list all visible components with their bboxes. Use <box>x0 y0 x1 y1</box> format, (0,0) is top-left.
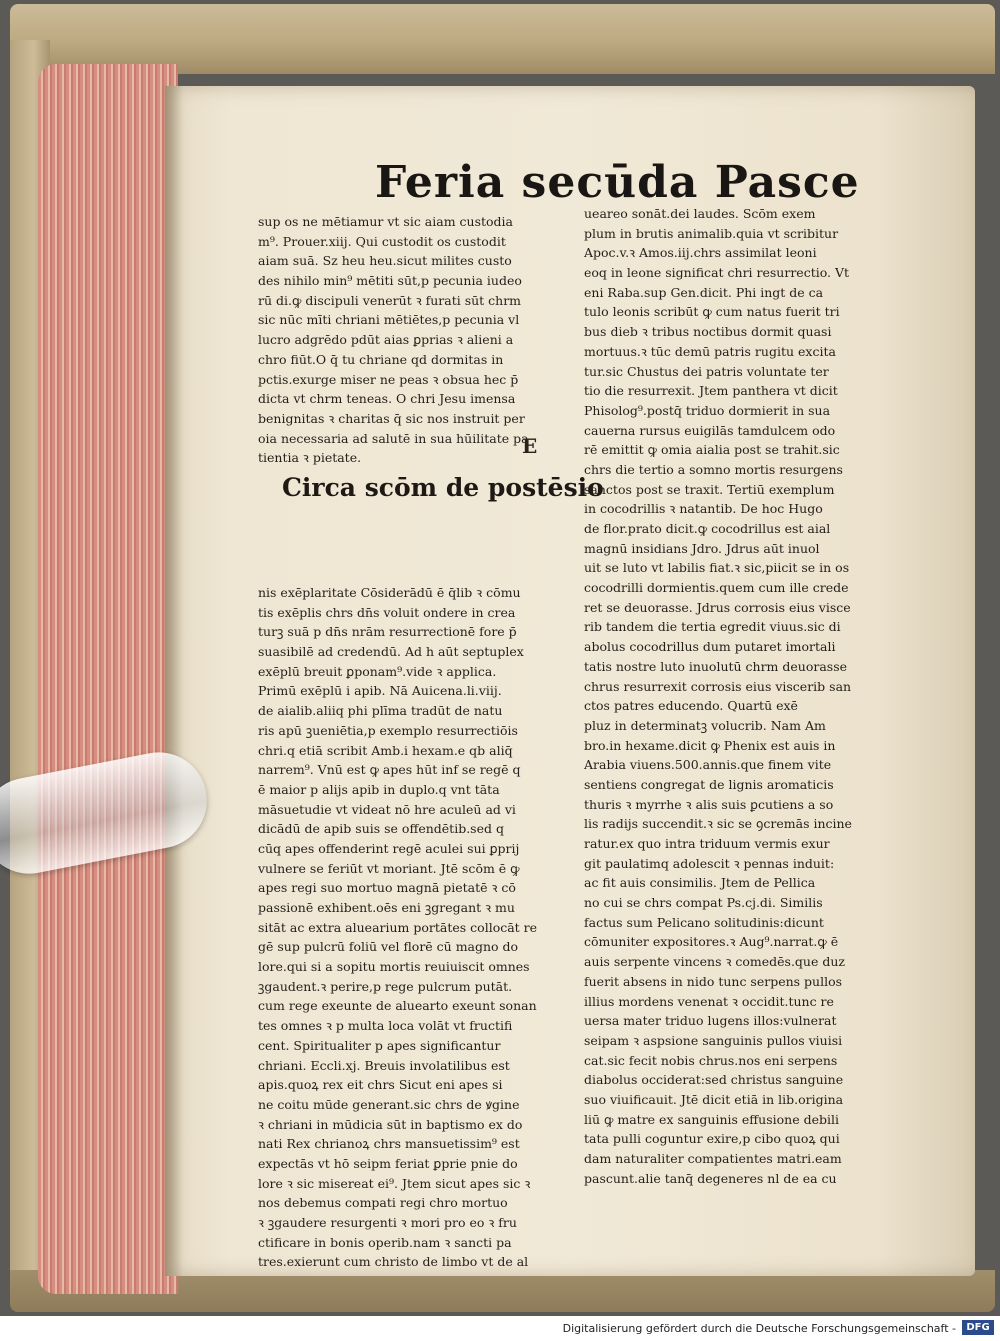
text-line: benignitas ꝛ charitas q̄ sic nos instruit per <box>258 410 525 426</box>
text-line: Primū exēplū i apib. Nā Auicena.li.viij. <box>258 683 502 699</box>
text-line: de aialib.aliiq phi plīma tradūt de natu <box>258 703 503 719</box>
text-line: sitāt ac extra aluearium portātes collocāt re <box>258 919 538 935</box>
text-line: gē sup pulcrū foliū vel florē cū magno do <box>258 939 519 955</box>
text-line: chro fiūt.O q̄ tu chriane qd dormitas in <box>258 351 504 367</box>
text-line: chri.q etiā scribit Amb.i hexam.e qb aliq̄ <box>258 742 513 758</box>
text-line: sup os ne mētiamur vt sic aiam custodia <box>258 214 513 229</box>
text-line: cat.sic fecit nobis chrus.nos eni serpens <box>584 1052 838 1068</box>
text-line: m⁹. Prouer.xiij. Qui custodit os custodit <box>258 233 506 249</box>
text-line: Phisolog⁹.postq̄ triduo dormierit in sua <box>584 402 831 418</box>
right-column <box>584 204 906 1188</box>
text-line: passionē exhibent.oēs eni ꝫgregant ꝛ mu <box>258 900 515 915</box>
text-line: de flor.prato dicit.ꝙ cocodrillus est aial <box>584 521 831 536</box>
text-line: cent. Spiritualiter p apes significantur <box>258 1037 501 1053</box>
section-heading: Circa scōm de postēsio <box>282 473 604 502</box>
text-line: ctificare in bonis operib.nam ꝛ sancti pa <box>258 1234 512 1250</box>
text-line: uersa mater triduo lugens illos:vulnerat <box>584 1013 837 1029</box>
text-line: thuris ꝛ myrrhe ꝛ alis suis ꝑcutiens a so <box>584 796 834 812</box>
left-column-bottom <box>258 583 580 1272</box>
text-line: git paulatimq adolescit ꝛ pennas induit: <box>584 855 835 871</box>
text-line: ratur.ex quo intra triduum vermis exur <box>584 836 830 851</box>
text-line: tata pulli coguntur exire,p cibo quoꝝ qui <box>584 1131 840 1147</box>
text-line: chriani. Eccli.xj. Breuis involatilibus est <box>258 1057 510 1073</box>
text-line: ueareo sonāt.dei laudes. Scōm exem <box>584 206 816 221</box>
left-column-top <box>258 212 580 468</box>
text-line: eni Raba.sup Gen.dicit. Phi ingt de ca <box>584 284 824 300</box>
text-line: tatis nostre luto inuolutū chrm deuorasse <box>584 658 848 674</box>
text-line: cocodrilli dormientis.quem cum ille crede <box>584 580 849 596</box>
text-line: mortuus.ꝛ tūc demū patris rugitu excita <box>584 343 836 359</box>
text-line: turꝫ suā p dn̄s nrām resurrectionē fore p̄ <box>258 624 517 640</box>
text-line: chrus resurrexit corrosis eius viscerib san <box>584 678 852 694</box>
text-line: dicādū de apib suis se offendētib.sed q <box>258 821 504 837</box>
text-line: tes omnes ꝛ p multa loca volāt vt fructifi <box>258 1018 513 1034</box>
text-line: ret se deuorasse. Jdrus corrosis eius visce <box>584 599 851 615</box>
text-line: dam naturaliter compatientes matri.eam <box>584 1151 842 1166</box>
text-line: rē emittit ꝙ omia aialia post se trahit.sic <box>584 442 840 458</box>
text-line: rū di.ꝙ discipuli venerūt ꝛ furati sūt chrm <box>258 292 522 308</box>
text-line: bus dieb ꝛ tribus noctibus dormit quasi <box>584 324 832 340</box>
text-line: ꝛ chriani in mūdicia sūt in baptismo ex do <box>258 1116 523 1132</box>
text-line: tulo leonis scribūt ꝙ cum natus fuerit tri <box>584 304 840 320</box>
text-line: suasibilē ad credendū. Ad h aūt septuplex <box>258 644 524 660</box>
dfg-logo: DFG <box>962 1320 994 1335</box>
text-line: seipam ꝛ aspsione sanguinis pullos viuisi <box>584 1032 843 1048</box>
text-line: apis.quoꝝ rex eit chrs Sicut eni apes si <box>258 1077 503 1093</box>
text-line: aiam suā. Sz heu heu.sicut milites custo <box>258 253 512 269</box>
text-line: cauerna rursus euigilās tamdulcem odo <box>584 422 836 438</box>
text-line: abolus cocodrillus dum putaret imortali <box>584 639 836 655</box>
text-line: lore ꝛ sic misereat ei⁹. Jtem sicut apes sic ꝛ <box>258 1175 531 1191</box>
red-page-edges <box>38 64 178 1294</box>
text-line: ctos patres educendo. Quartū exē <box>584 698 798 714</box>
text-line: nati Rex chrianoꝝ chrs mansuetissim⁹ est <box>258 1136 520 1152</box>
text-line: ꝫgaudent.ꝛ perire,p rege pulcrum putāt. <box>258 978 513 994</box>
text-line: liū ꝙ matre ex sanguinis effusione debili <box>584 1111 839 1127</box>
text-line: tientia ꝛ pietate. <box>258 450 362 466</box>
text-line: exēplū breuit ꝑponam⁹.vide ꝛ applica. <box>258 663 497 679</box>
text-line: ac fit auis consimilis. Jtem de Pellica <box>584 875 816 891</box>
text-line: ris apū ꝫueniētia,p exemplo resurrectiōis <box>258 722 518 738</box>
text-line: des nihilo min⁹ mētiti sūt,p pecunia iudeo <box>258 273 522 289</box>
text-line: uit se luto vt labilis fiat.ꝛ sic,piicit se in os <box>584 560 850 576</box>
text-line: sic nūc mīti chriani mētiētes,p pecunia vl <box>258 312 520 328</box>
text-line: pluz in determinatꝫ volucrib. Nam Am <box>584 717 826 733</box>
text-line: dicta vt chrm teneas. O chri Jesu imensa <box>258 391 516 407</box>
text-line: in cocodrillis ꝛ natantib. De hoc Hugo <box>584 501 823 517</box>
text-line: factus sum Pelicano solitudinis:dicunt <box>584 914 824 930</box>
text-line: ne coitu mūde generant.sic chrs de ꝟgine <box>258 1096 520 1112</box>
text-line: oia necessaria ad salutē in sua hūilitate pa <box>258 430 529 446</box>
text-line: cōmuniter expositores.ꝛ Aug⁹.narrat.ꝙ ē <box>584 934 839 950</box>
text-line: pascunt.alie tanq̄ degeneres nl de ea cu <box>584 1170 837 1186</box>
text-line: nos debemus compati regi chro mortuo <box>258 1195 508 1211</box>
text-line: cūq apes offenderint regē aculei sui ꝑprij <box>258 840 520 856</box>
text-line: narrem⁹. Vnū est ꝙ apes hūt inf se regē q <box>258 762 521 778</box>
text-line: illius mordens venenat ꝛ occidit.tunc re <box>584 993 834 1009</box>
page-heading: Feria secūda Pasce <box>375 157 860 208</box>
text-line: apes regi suo mortuo magnā pietatē ꝛ cō <box>258 880 516 896</box>
text-line: lore.qui si a sopitu mortis reuiuiscit omnes <box>258 959 530 975</box>
text-line: ꝛ ꝫgaudere resurgenti ꝛ mori pro eo ꝛ fru <box>258 1215 517 1230</box>
text-line: expectās vt hō seipm feriat ꝑprie pnie do <box>258 1155 518 1171</box>
text-line: auis serpente vincens ꝛ comedēs.que duz <box>584 954 845 970</box>
text-line: tis exēplis chrs dn̄s voluit ondere in crea <box>258 604 516 620</box>
text-line: ē maior p alijs apib in duplo.q vnt tāta <box>258 781 500 797</box>
text-line: eoq in leone significat chri resurrectio. Vt <box>584 265 850 281</box>
text-line: plum in brutis animalib.quia vt scribitur <box>584 225 839 241</box>
footer-bar <box>0 1316 1000 1341</box>
text-line: tio die resurrexit. Jtem panthera vt dicit <box>584 383 838 399</box>
text-line: cum rege exeunte de aluearto exeunt sonan <box>258 998 537 1014</box>
text-line: no cui se chrs compat Ps.cj.di. Similis <box>584 895 823 911</box>
text-line: chrs die tertio a somno mortis resurgens <box>584 461 843 477</box>
text-line: fuerit absens in nido tunc serpens pullos <box>584 973 843 989</box>
text-line: pctis.exurge miser ne peas ꝛ obsua hec p̄ <box>258 371 519 387</box>
funding-credit: Digitalisierung gefördert durch die Deutsche Forschungsgemeinschaft - <box>562 1322 956 1335</box>
section-mark: E <box>522 434 538 458</box>
text-line: sanctos post se traxit. Tertiū exemplum <box>584 481 835 497</box>
text-line: bro.in hexame.dicit ꝙ Phenix est auis in <box>584 737 836 753</box>
text-line: magnū insidians Jdro. Jdrus aūt inuol <box>584 540 820 556</box>
text-line: Apoc.v.ꝛ Amos.iij.chrs assimilat leoni <box>584 245 817 261</box>
text-line: sentiens congregat de lignis aromaticis <box>584 776 834 792</box>
text-line: rib tandem die tertia egredit viuus.sic di <box>584 619 841 635</box>
text-line: suo viuificauit. Jtē dicit etiā in lib.origina <box>584 1091 844 1107</box>
text-line: Arabia viuens.500.annis.que finem vite <box>584 757 832 773</box>
text-line: lucro adgrēdo pdūt aias ꝑprias ꝛ alieni a <box>258 332 514 348</box>
text-line: diabolus occiderat:sed christus sanguine <box>584 1072 844 1088</box>
page-gutter-shadow <box>165 86 183 1276</box>
text-line: māsuetudie vt videat nō hre aculeū ad vi <box>258 801 516 817</box>
text-line: vulnere se feriūt vt moriant. Jtē scōm ē ꝙ <box>258 860 520 876</box>
text-line: lis radijs succendit.ꝛ sic se ꝯcremās incine <box>584 816 852 832</box>
text-line: tur.sic Chustus dei patris voluntate ter <box>584 363 829 379</box>
text-line: tres.exierunt cum christo de limbo vt de al <box>258 1254 529 1270</box>
text-line: nis exēplaritate Cōsiderādū ē q̄lib ꝛ cōmu <box>258 585 521 600</box>
